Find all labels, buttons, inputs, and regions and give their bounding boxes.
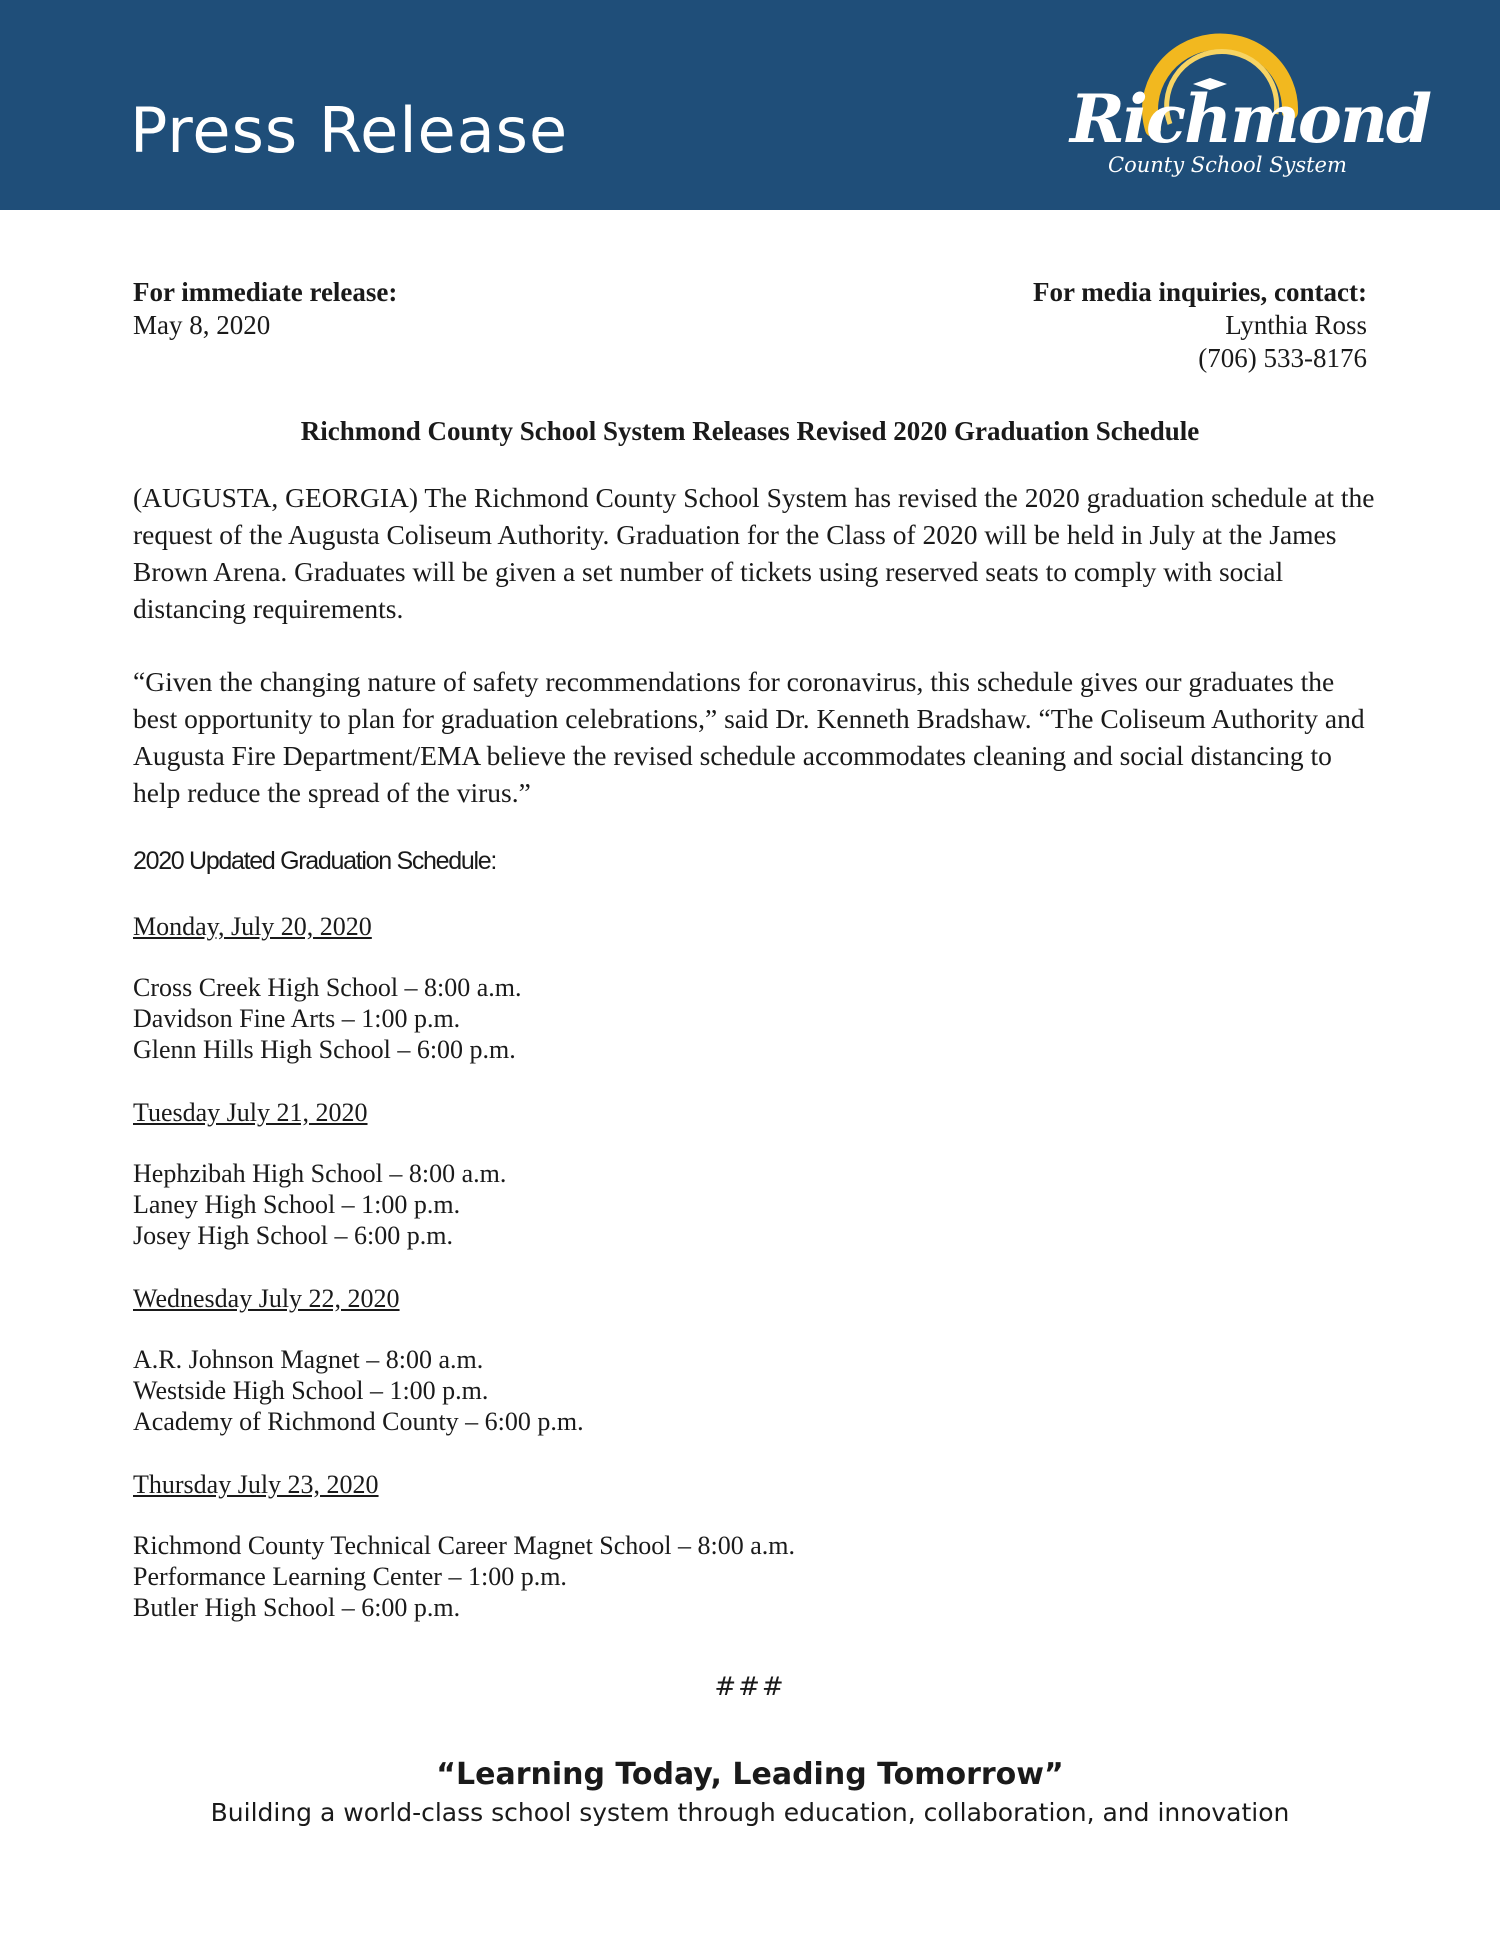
schedule-entries [133, 1530, 795, 1623]
schedule-entries [133, 972, 522, 1065]
contact-name: Lynthia Ross [1225, 310, 1367, 340]
schedule-entry: Westside High School – 1:00 p.m. [133, 1376, 489, 1405]
contact-info [1033, 276, 1367, 375]
richmond-logo [1058, 34, 1431, 184]
logo-graphic [1058, 34, 1431, 184]
schedule-entry: Glenn Hills High School – 6:00 p.m. [133, 1035, 516, 1064]
release-label: For immediate release: [133, 277, 398, 307]
schedule-entry: Cross Creek High School – 8:00 a.m. [133, 973, 522, 1002]
body-paragraph: (AUGUSTA, GEORGIA) The Richmond County School System has revised the 2020 graduation schedule at the request of the Augusta Coliseum Authority. Graduation for the Class of 2020 will be held in July at the James Brown Arena. Graduates will be given a set number of tickets using reserved seats to comply with social distancing requirements. [133, 482, 1375, 624]
schedule-entries [133, 1158, 506, 1251]
schedule-day: Wednesday July 22, 2020 [133, 1284, 400, 1313]
quote-paragraph: “Given the changing nature of safety recommendations for coronavirus, this schedule gives our graduates the best opportunity to plan for graduation celebrations,” said Dr. Kenneth Bradshaw. “The Coliseum Authority and Augusta Fire Department/EMA believe the revised schedule accommodates cleaning and social distancing to help reduce the spread of the virus.” [133, 666, 1365, 808]
schedule-entry: Academy of Richmond County – 6:00 p.m. [133, 1407, 584, 1436]
logo-wordmark: Richmond [1070, 80, 1431, 158]
schedule-entry: Performance Learning Center – 1:00 p.m. [133, 1562, 567, 1591]
end-marker: ### [714, 1672, 786, 1702]
schedule-heading: 2020 Updated Graduation Schedule: [133, 847, 496, 875]
press-headline: Richmond County School System Releases Revised 2020 Graduation Schedule [300, 416, 1200, 446]
schedule-entry: Richmond County Technical Career Magnet School – 8:00 a.m. [133, 1531, 796, 1560]
mission-statement: Building a world-class school system through education, collaboration, and innovation [210, 1798, 1290, 1827]
schedule-entry: Davidson Fine Arts – 1:00 p.m. [133, 1004, 461, 1033]
release-date: May 8, 2020 [133, 310, 271, 340]
logo-subtitle: County School System [1108, 153, 1347, 177]
schedule-entry: Laney High School – 1:00 p.m. [133, 1190, 461, 1219]
release-info [133, 276, 397, 342]
schedule-entry: Josey High School – 6:00 p.m. [133, 1221, 453, 1250]
schedule-day: Monday, July 20, 2020 [133, 912, 372, 941]
schedule-day: Tuesday July 21, 2020 [133, 1098, 368, 1127]
header-banner [0, 0, 1500, 210]
schedule-entries [133, 1344, 584, 1437]
schedule-entry: Hephzibah High School – 8:00 a.m. [133, 1159, 507, 1188]
contact-label: For media inquiries, contact: [1033, 277, 1367, 307]
schedule-day: Thursday July 23, 2020 [133, 1470, 379, 1499]
schedule-entry: Butler High School – 6:00 p.m. [133, 1593, 461, 1622]
page-title: Press Release [130, 94, 569, 167]
contact-phone: (706) 533-8176 [1198, 343, 1367, 373]
schedule-entry: A.R. Johnson Magnet – 8:00 a.m. [133, 1345, 484, 1374]
tagline: “Learning Today, Leading Tomorrow” [436, 1757, 1064, 1792]
